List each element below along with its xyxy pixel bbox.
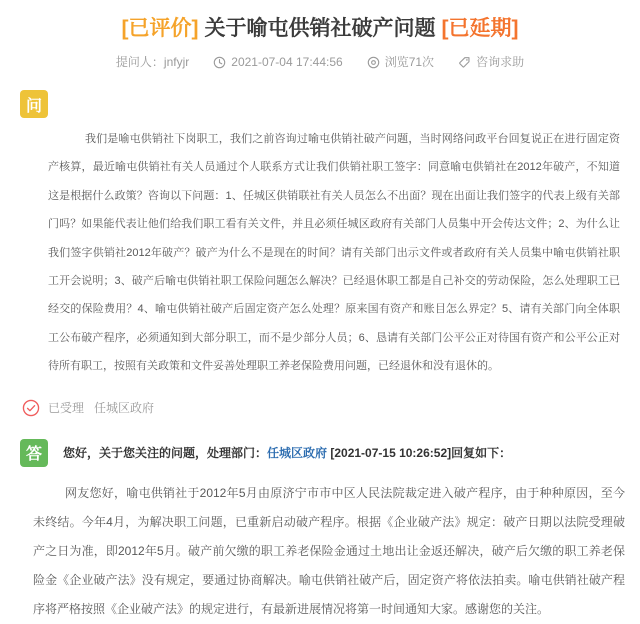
ask-time (213, 55, 342, 70)
clock-icon (213, 56, 226, 69)
ask-time-text: 2021-07-04 17:44:56 (231, 55, 343, 69)
department-link[interactable]: 任城区政府 (267, 445, 328, 460)
answer-header-prefix: 您好，关于您关注的问题，处理部门： (63, 445, 268, 460)
answer-badge: 答 (20, 439, 48, 467)
question-body: 我们是喻屯供销社下岗职工，我们之前咨询过喻屯供销社破产问题，当时网络问政平台回复说正在进行固定资产核算，最近喻屯供销社有关人员通过个人联系方式让我们供销社职工签字：同意喻屯供销社在2012年破产，不知道这是根据什么政策？咨询以下问题：1、任城区供销联社有关人员怎么不出面？现在出面让我们签字的代表上级有关部门吗？如果能代表让他们给我们职工看有关文件，并且必须任城区政府有关部门人员集中开会传达文件；2、为什么让我们签字供销社2012年破产？破产为什么不是现在的时间？请有关部门出示文件或者政府有关人员集中喻屯供销社职工开会说明；3、破产后喻屯供销社职工保险问题怎么解决？已经退休职工都是自己补交的劳动保险，怎么处理职工已经交的保险费用？4、喻屯供销社破产后固定资产怎么处理？原来国有资产和账目怎么界定？5、请有关部门向全体职工公布破产程序，必须通知到大部分职工，而不是少部分人员；6、恳请有关部门公平公正对待国有资产和公平公正对待所有职工，按照有关政策和文件妥善处理职工养老保险费用问题，已经退休和没有退休的。 (48, 133, 620, 373)
view-count-text: 浏览71次 (384, 55, 435, 69)
category (458, 55, 524, 70)
meta-row (0, 55, 640, 70)
page-title-text: 关于喻屯供销社破产问题 (204, 17, 436, 40)
status-department: 任城区政府 (94, 401, 155, 416)
view-count (367, 55, 434, 70)
page-title (0, 0, 640, 42)
answer-header-suffix: [2021-07-15 10:26:52]回复如下： (327, 445, 512, 460)
status-row (22, 399, 640, 417)
question-badge: 问 (20, 90, 48, 118)
eye-icon (367, 56, 380, 69)
asker-label: 提问人：jnfyjr (115, 55, 190, 69)
answer-header-text (63, 445, 511, 461)
answer-body: 网友您好，喻屯供销社于2012年5月由原济宁市市中区人民法院裁定进入破产程序，由于种种原因，至今未终结。今年4月，为解决职工问题，已重新启动破产程序。根据《企业破产法》规定：破产日期以法院受理破产之日为准，即2012年5月。破产前欠缴的职工养老保险金通过土地出让金返还解决，破产后欠缴的职工养老保险金《企业破产法》没有规定，要通过协商解决。喻屯供销社破产后，固定资产将依法拍卖。喻屯供销社破产程序将严格按照《企业破产法》的规定进行，有最新进展情况将第一时间通知大家。感谢您的关注。 (33, 485, 625, 616)
category-text: 咨询求助 (476, 55, 525, 69)
check-circle-icon (22, 399, 40, 417)
answer-header-row (20, 439, 640, 467)
status-state: 已受理 (48, 401, 85, 416)
tag-icon (458, 56, 471, 69)
status-tag-delayed: [已延期] (441, 17, 519, 40)
status-tag-evaluated: [已评价] (121, 17, 199, 40)
